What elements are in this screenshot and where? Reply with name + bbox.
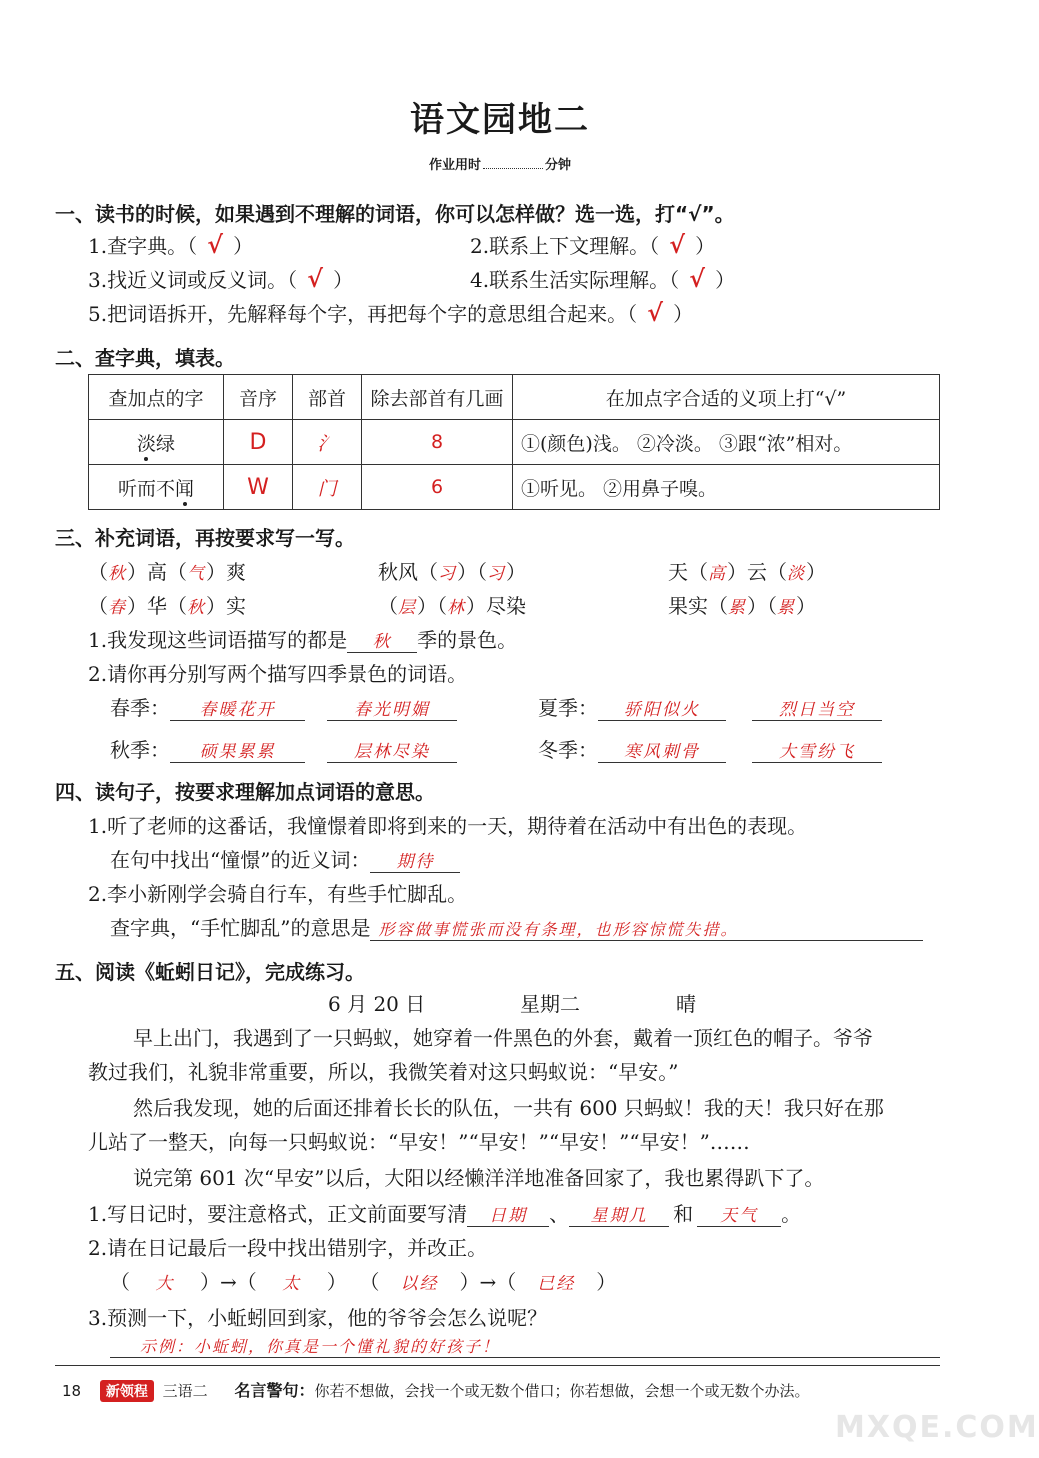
- diary-weather: 晴: [676, 992, 696, 1016]
- season-summer: 夏季： 骄阳似火 烈日当空: [538, 692, 882, 721]
- diary-paragraph: 儿站了一整天，向每一只蚂蚁说：“早安！”“早安！”“早安！”“早安！”……: [88, 1130, 750, 1154]
- diary-date: 6 月 20 日: [328, 992, 426, 1016]
- section5-heading: 五、阅读《蚯蚓日记》，完成练习。: [55, 960, 365, 984]
- table-row: 淡绿 D 氵 8 ①(颜色)浅。 ②冷淡。 ③跟“浓”相对。: [89, 420, 940, 465]
- homework-time: 作业用时 分钟: [428, 158, 572, 173]
- typo-correction: （ 大 ）→（ 太 ） （ 以经 ）→（ 已经 ）: [110, 1270, 617, 1294]
- diary-paragraph: 然后我发现，她的后面还排着长长的队伍，一共有 600 只蚂蚁！我的天！我只好在那: [133, 1096, 884, 1120]
- idiom-3: 天（高）云（淡）: [668, 560, 826, 584]
- section4-heading: 四、读句子，按要求理解加点词语的意思。: [55, 780, 435, 804]
- idiom-2: 秋风（习）（习）: [378, 560, 526, 584]
- s5-question-1: 1.写日记时，要注意格式，正文前面要写清 日期 、 星期几 和 天气 。: [88, 1202, 802, 1226]
- grade-label: 三语二: [162, 1382, 208, 1400]
- quote-text: 你若不想做，会找一个或无数个借口；你若想做，会想一个或无数个办法。: [314, 1382, 810, 1400]
- diary-paragraph: 说完第 601 次“早安”以后，大阳以经懒洋洋地准备回家了，我也累得趴下了。: [133, 1166, 825, 1190]
- s1-option-5: 5.把词语拆开，先解释每个字，再把每个字的意思组合起来。（ √ ）: [88, 298, 694, 327]
- s5-question-2: 2.请在日记最后一段中找出错别字，并改正。: [88, 1236, 488, 1260]
- idiom-5: （层）（林）尽染: [378, 594, 526, 618]
- check-mark-icon[interactable]: √: [307, 264, 323, 293]
- section3-heading: 三、补充词语，再按要求写一写。: [55, 526, 355, 550]
- s3-question-1: 1.我发现这些词语描写的都是 秋 季的景色。: [88, 628, 518, 652]
- page-number: 18: [62, 1382, 82, 1400]
- page-title: 语文园地二: [410, 100, 590, 140]
- meaning-answer[interactable]: 形容做事慌张而没有条理，也形容惊慌失措。: [370, 917, 923, 941]
- idiom-4: （春）华（秋）实: [88, 594, 246, 618]
- s4-sentence-2: 2.李小新刚学会骑自行车，有些手忙脚乱。: [88, 882, 468, 906]
- table-row: 听而不闻 W 门 6 ①听见。 ②用鼻子嗅。: [89, 465, 940, 510]
- section1-heading: 一、读书的时候，如果遇到不理解的词语，你可以怎样做？选一选，打“√”。: [55, 202, 735, 226]
- s1-option-2: 2.联系上下文理解。（ √ ）: [470, 230, 716, 259]
- diary-paragraph: 教过我们，礼貌非常重要，所以，我微笑着对这只蚂蚁说：“早安。”: [88, 1060, 679, 1084]
- synonym-answer[interactable]: 期待: [370, 847, 460, 873]
- idiom-6: 果实（累）（累）: [668, 594, 816, 618]
- brand-logo: 新领程: [100, 1380, 154, 1402]
- s1-option-1: 1.查字典。（ √ ）: [88, 230, 254, 259]
- table-header-row: 查加点的字 音序 部首 除去部首有几画 在加点字合适的义项上打“√”: [89, 375, 940, 420]
- check-mark-icon[interactable]: √: [669, 230, 685, 259]
- prediction-answer-line[interactable]: 示例：小蚯蚓，你真是一个懂礼貌的好孩子！: [110, 1334, 940, 1358]
- s3-question-2: 2.请你再分别写两个描写四季景色的词语。: [88, 662, 468, 686]
- footer: [62, 1378, 809, 1402]
- season-answer[interactable]: 秋: [347, 627, 417, 653]
- check-mark-icon[interactable]: √: [689, 264, 705, 293]
- s5-question-3: 3.预测一下，小蚯蚓回到家，他的爷爷会怎么说呢？: [88, 1306, 548, 1330]
- s4-sentence-1: 1.听了老师的这番话，我憧憬着即将到来的一天，期待着在活动中有出色的表现。: [88, 814, 808, 838]
- season-spring: 春季： 春暖花开 春光明媚: [110, 692, 457, 721]
- dictionary-table: [88, 374, 940, 510]
- s4-question-1: 在句中找出“憧憬”的近义词： 期待: [110, 844, 460, 873]
- watermark: MXQE.COM: [835, 1410, 1039, 1445]
- footer-divider: [55, 1365, 940, 1366]
- quote-label: 名言警句：: [234, 1381, 315, 1400]
- s1-option-3: 3.找近义词或反义词。（ √ ）: [88, 264, 354, 293]
- s4-question-2: 查字典，“手忙脚乱”的意思是 形容做事慌张而没有条理，也形容惊慌失措。: [110, 912, 923, 941]
- diary-weekday: 星期二: [520, 992, 580, 1016]
- season-winter: 冬季： 寒风刺骨 大雪纷飞: [538, 734, 882, 763]
- diary-paragraph: 早上出门，我遇到了一只蚂蚁，她穿着一件黑色的外套，戴着一顶红色的帽子。爷爷: [133, 1026, 873, 1050]
- s1-option-4: 4.联系生活实际理解。（ √ ）: [470, 264, 736, 293]
- time-blank[interactable]: [483, 156, 543, 169]
- idiom-1: （秋）高（气）爽: [88, 560, 246, 584]
- check-mark-icon[interactable]: √: [647, 298, 663, 327]
- season-autumn: 秋季： 硕果累累 层林尽染: [110, 734, 457, 763]
- section2-heading: 二、查字典，填表。: [55, 346, 235, 370]
- check-mark-icon[interactable]: √: [207, 230, 223, 259]
